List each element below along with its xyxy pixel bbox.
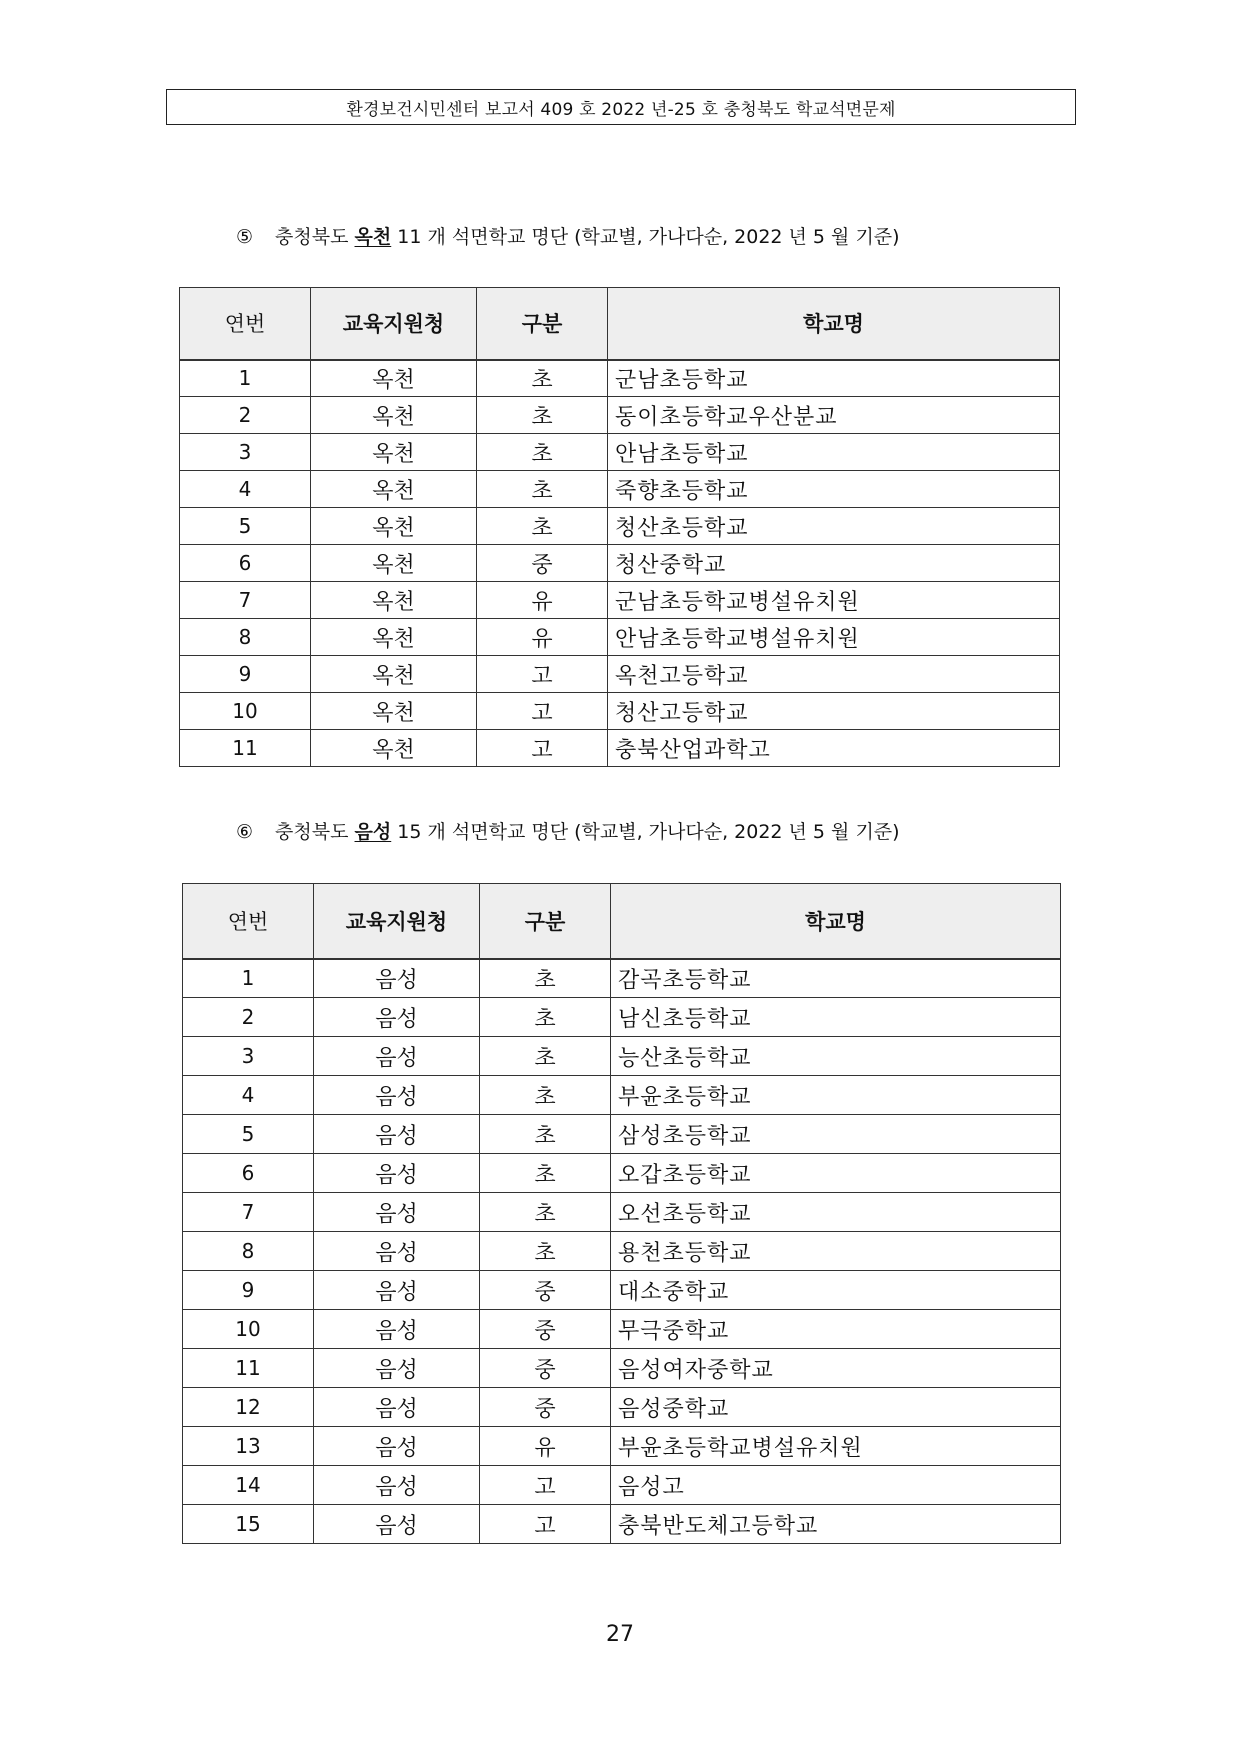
cell-office: 옥천 xyxy=(311,434,477,471)
cell-type: 초 xyxy=(477,508,608,545)
cell-number: 2 xyxy=(183,998,314,1037)
caption-suffix: 15 개 석면학교 명단 (학교별, 가나다순, 2022 년 5 월 기준) xyxy=(397,821,900,843)
cell-number: 10 xyxy=(180,693,311,730)
cell-office: 옥천 xyxy=(311,471,477,508)
cell-number: 3 xyxy=(183,1037,314,1076)
school-table-okcheon xyxy=(179,287,1060,767)
cell-type: 고 xyxy=(477,730,608,767)
cell-office: 음성 xyxy=(314,1154,480,1193)
cell-school-name: 청산고등학교 xyxy=(608,693,1060,730)
cell-type: 초 xyxy=(480,1076,611,1115)
cell-number: 1 xyxy=(180,360,311,397)
cell-type: 초 xyxy=(480,998,611,1037)
cell-type: 고 xyxy=(477,693,608,730)
cell-office: 옥천 xyxy=(311,397,477,434)
cell-number: 11 xyxy=(183,1349,314,1388)
cell-number: 9 xyxy=(183,1271,314,1310)
cell-office: 옥천 xyxy=(311,360,477,397)
section-caption-eumseong xyxy=(236,817,900,844)
cell-office: 옥천 xyxy=(311,545,477,582)
table-row xyxy=(183,1505,1061,1544)
cell-school-name: 옥천고등학교 xyxy=(608,656,1060,693)
cell-school-name: 충북반도체고등학교 xyxy=(611,1505,1061,1544)
cell-type: 초 xyxy=(480,1115,611,1154)
cell-office: 음성 xyxy=(314,959,480,998)
cell-type: 고 xyxy=(480,1505,611,1544)
col-header-school: 학교명 xyxy=(608,288,1060,360)
table-row xyxy=(183,1232,1061,1271)
caption-region: 옥천 xyxy=(354,226,392,248)
cell-number: 5 xyxy=(180,508,311,545)
cell-school-name: 음성고 xyxy=(611,1466,1061,1505)
cell-school-name: 죽향초등학교 xyxy=(608,471,1060,508)
section-marker: ⑤ xyxy=(236,226,254,248)
table-row xyxy=(180,471,1060,508)
cell-number: 6 xyxy=(183,1154,314,1193)
cell-type: 중 xyxy=(480,1271,611,1310)
cell-number: 9 xyxy=(180,656,311,693)
cell-school-name: 오선초등학교 xyxy=(611,1193,1061,1232)
cell-office: 음성 xyxy=(314,1115,480,1154)
table-row xyxy=(180,582,1060,619)
cell-school-name: 청산초등학교 xyxy=(608,508,1060,545)
cell-office: 음성 xyxy=(314,1427,480,1466)
cell-office: 음성 xyxy=(314,1466,480,1505)
caption-region: 음성 xyxy=(354,821,392,843)
col-header-number: 연번 xyxy=(183,884,314,959)
cell-number: 13 xyxy=(183,1427,314,1466)
cell-type: 고 xyxy=(477,656,608,693)
cell-school-name: 군남초등학교병설유치원 xyxy=(608,582,1060,619)
table-row xyxy=(183,1193,1061,1232)
table-row xyxy=(183,1349,1061,1388)
cell-number: 1 xyxy=(183,959,314,998)
cell-office: 음성 xyxy=(314,1349,480,1388)
cell-number: 3 xyxy=(180,434,311,471)
table-row xyxy=(183,1427,1061,1466)
cell-school-name: 청산중학교 xyxy=(608,545,1060,582)
table-row xyxy=(183,1271,1061,1310)
table-row xyxy=(180,508,1060,545)
table-row xyxy=(183,959,1061,998)
col-header-office: 교육지원청 xyxy=(311,288,477,360)
cell-office: 옥천 xyxy=(311,656,477,693)
cell-type: 초 xyxy=(480,1232,611,1271)
table-row xyxy=(183,1310,1061,1349)
caption-suffix: 11 개 석면학교 명단 (학교별, 가나다순, 2022 년 5 월 기준) xyxy=(397,226,900,248)
cell-type: 초 xyxy=(480,1037,611,1076)
page-number: 27 xyxy=(606,1622,634,1647)
table-row xyxy=(180,360,1060,397)
cell-number: 15 xyxy=(183,1505,314,1544)
cell-school-name: 능산초등학교 xyxy=(611,1037,1061,1076)
cell-office: 음성 xyxy=(314,998,480,1037)
col-header-office: 교육지원청 xyxy=(314,884,480,959)
cell-type: 유 xyxy=(480,1427,611,1466)
cell-number: 4 xyxy=(183,1076,314,1115)
cell-office: 음성 xyxy=(314,1193,480,1232)
cell-number: 7 xyxy=(180,582,311,619)
cell-office: 음성 xyxy=(314,1271,480,1310)
cell-office: 음성 xyxy=(314,1232,480,1271)
cell-number: 2 xyxy=(180,397,311,434)
caption-prefix: 충청북도 xyxy=(275,226,349,248)
cell-office: 음성 xyxy=(314,1076,480,1115)
table-row xyxy=(180,397,1060,434)
cell-number: 5 xyxy=(183,1115,314,1154)
cell-type: 초 xyxy=(477,434,608,471)
cell-school-name: 군남초등학교 xyxy=(608,360,1060,397)
table-row xyxy=(183,1076,1061,1115)
cell-school-name: 남신초등학교 xyxy=(611,998,1061,1037)
cell-type: 초 xyxy=(480,959,611,998)
table-row xyxy=(183,1466,1061,1505)
cell-office: 음성 xyxy=(314,1037,480,1076)
cell-type: 초 xyxy=(480,1193,611,1232)
col-header-school: 학교명 xyxy=(611,884,1061,959)
cell-office: 음성 xyxy=(314,1505,480,1544)
table-row xyxy=(180,545,1060,582)
cell-school-name: 안남초등학교병설유치원 xyxy=(608,619,1060,656)
cell-type: 고 xyxy=(480,1466,611,1505)
cell-school-name: 부윤초등학교 xyxy=(611,1076,1061,1115)
cell-school-name: 감곡초등학교 xyxy=(611,959,1061,998)
section-caption-okcheon xyxy=(236,222,900,249)
cell-office: 옥천 xyxy=(311,508,477,545)
table-row xyxy=(180,656,1060,693)
cell-type: 초 xyxy=(477,471,608,508)
cell-office: 옥천 xyxy=(311,730,477,767)
cell-school-name: 부윤초등학교병설유치원 xyxy=(611,1427,1061,1466)
cell-type: 초 xyxy=(477,397,608,434)
cell-type: 중 xyxy=(477,545,608,582)
cell-type: 초 xyxy=(480,1154,611,1193)
cell-office: 음성 xyxy=(314,1388,480,1427)
cell-type: 중 xyxy=(480,1388,611,1427)
table-row xyxy=(180,434,1060,471)
table-body xyxy=(183,959,1061,1544)
cell-school-name: 대소중학교 xyxy=(611,1271,1061,1310)
col-header-type: 구분 xyxy=(477,288,608,360)
cell-number: 8 xyxy=(180,619,311,656)
cell-number: 10 xyxy=(183,1310,314,1349)
cell-type: 유 xyxy=(477,619,608,656)
cell-number: 6 xyxy=(180,545,311,582)
cell-number: 11 xyxy=(180,730,311,767)
cell-office: 옥천 xyxy=(311,582,477,619)
caption-prefix: 충청북도 xyxy=(275,821,349,843)
cell-school-name: 음성중학교 xyxy=(611,1388,1061,1427)
table-row xyxy=(183,1037,1061,1076)
cell-school-name: 용천초등학교 xyxy=(611,1232,1061,1271)
cell-school-name: 무극중학교 xyxy=(611,1310,1061,1349)
school-table-eumseong xyxy=(182,883,1061,1544)
cell-type: 중 xyxy=(480,1349,611,1388)
cell-office: 음성 xyxy=(314,1310,480,1349)
table-row xyxy=(183,1154,1061,1193)
cell-office: 옥천 xyxy=(311,693,477,730)
cell-school-name: 충북산업과학고 xyxy=(608,730,1060,767)
table-row xyxy=(180,730,1060,767)
section-marker: ⑥ xyxy=(236,821,254,843)
cell-number: 8 xyxy=(183,1232,314,1271)
cell-type: 초 xyxy=(477,360,608,397)
table-row xyxy=(183,1388,1061,1427)
table-row xyxy=(183,998,1061,1037)
cell-school-name: 오갑초등학교 xyxy=(611,1154,1061,1193)
report-header: 환경보건시민센터 보고서 409 호 2022 년-25 호 충청북도 학교석면문제 xyxy=(166,89,1076,125)
cell-number: 7 xyxy=(183,1193,314,1232)
table-body xyxy=(180,360,1060,767)
cell-type: 유 xyxy=(477,582,608,619)
table-row xyxy=(180,619,1060,656)
cell-type: 중 xyxy=(480,1310,611,1349)
table-row xyxy=(183,1115,1061,1154)
col-header-number: 연번 xyxy=(180,288,311,360)
col-header-type: 구분 xyxy=(480,884,611,959)
cell-number: 14 xyxy=(183,1466,314,1505)
cell-number: 12 xyxy=(183,1388,314,1427)
cell-school-name: 안남초등학교 xyxy=(608,434,1060,471)
cell-number: 4 xyxy=(180,471,311,508)
cell-school-name: 동이초등학교우산분교 xyxy=(608,397,1060,434)
cell-school-name: 음성여자중학교 xyxy=(611,1349,1061,1388)
cell-school-name: 삼성초등학교 xyxy=(611,1115,1061,1154)
cell-office: 옥천 xyxy=(311,619,477,656)
table-row xyxy=(180,693,1060,730)
